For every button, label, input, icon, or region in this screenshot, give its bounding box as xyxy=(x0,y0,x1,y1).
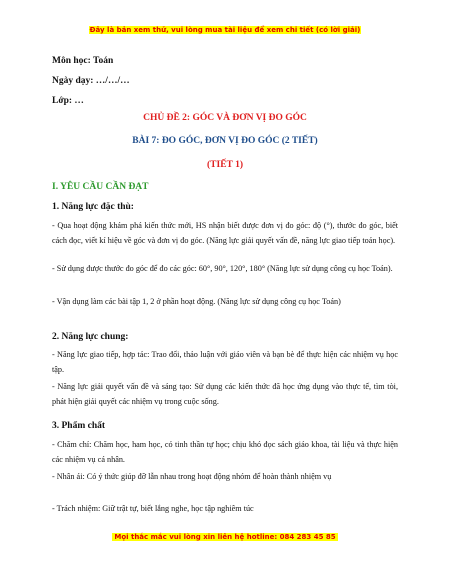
preview-banner-text: Đây là bản xem thử, vui lòng mua tài liệu để xem chi tiết (có lời giải) xyxy=(89,26,361,34)
paragraph-general-1: - Năng lực giao tiếp, hợp tác: Trao đổi, thảo luận với giáo viên và bạn bè để thực hiện các nhiệm vụ học tập. xyxy=(52,350,398,374)
qualities-heading: 3. Phẩm chất xyxy=(52,421,106,431)
date-line: Ngày dạy: …/…/… xyxy=(52,76,130,86)
general-competence-heading: 2. Năng lực chung: xyxy=(52,332,129,342)
paragraph-quality-1: - Chăm chỉ: Chăm học, ham học, có tinh thần tự học; chịu khó đọc sách giáo khoa, tài liệu và thực hiện các nhiệm vụ cá nhân. xyxy=(52,440,398,464)
subject-line: Môn học: Toán xyxy=(52,56,114,66)
paragraph-specific-3: - Vận dụng làm các bài tập 1, 2 ở phần hoạt động. (Năng lực sử dụng công cụ học Toán) xyxy=(52,297,341,306)
lesson-title: BÀI 7: ĐO GÓC, ĐƠN VỊ ĐO GÓC (2 TIẾT) xyxy=(132,136,318,146)
topic-title: CHỦ ĐỀ 2: GÓC VÀ ĐƠN VỊ ĐO GÓC xyxy=(143,113,307,123)
class-line: Lớp: … xyxy=(52,96,84,106)
paragraph-specific-2: - Sử dụng được thước đo góc để đo các góc: 60°, 90°, 120°, 180° (Năng lực sử dụng công cụ học Toán). xyxy=(52,264,393,273)
paragraph-quality-2: - Nhân ái: Có ý thức giúp đỡ lẫn nhau trong hoạt động nhóm để hoàn thành nhiệm vụ xyxy=(52,472,332,481)
paragraph-specific-1: - Qua hoạt động khám phá kiến thức mới, HS nhận biết được đơn vị đo góc: độ (°), thước đo góc, biết cách đọc, viết kí hiệu về góc và đơn vị đo góc. (Năng lực giải quyết vấn đề, năng lực giao tiếp toán học). xyxy=(52,221,398,245)
requirements-heading: I. YÊU CẦU CẦN ĐẠT xyxy=(52,182,149,192)
period-title: (TIẾT 1) xyxy=(207,160,243,170)
hotline-banner-text: Mọi thắc mắc vui lòng xin liên hệ hotline: 084 283 45 85 xyxy=(114,533,336,541)
paragraph-quality-3: - Trách nhiệm: Giữ trật tự, biết lắng nghe, học tập nghiêm túc xyxy=(52,504,254,513)
specific-competence-heading: 1. Năng lực đặc thù: xyxy=(52,202,134,212)
hotline-banner xyxy=(0,533,450,541)
preview-banner xyxy=(0,26,450,34)
paragraph-general-2: - Năng lực giải quyết vấn đề và sáng tạo: Sử dụng các kiến thức đã học ứng dụng vào thực tế, tìm tòi, phát hiện giải quyết các nhiệm vụ trong cuộc sống. xyxy=(52,382,398,406)
